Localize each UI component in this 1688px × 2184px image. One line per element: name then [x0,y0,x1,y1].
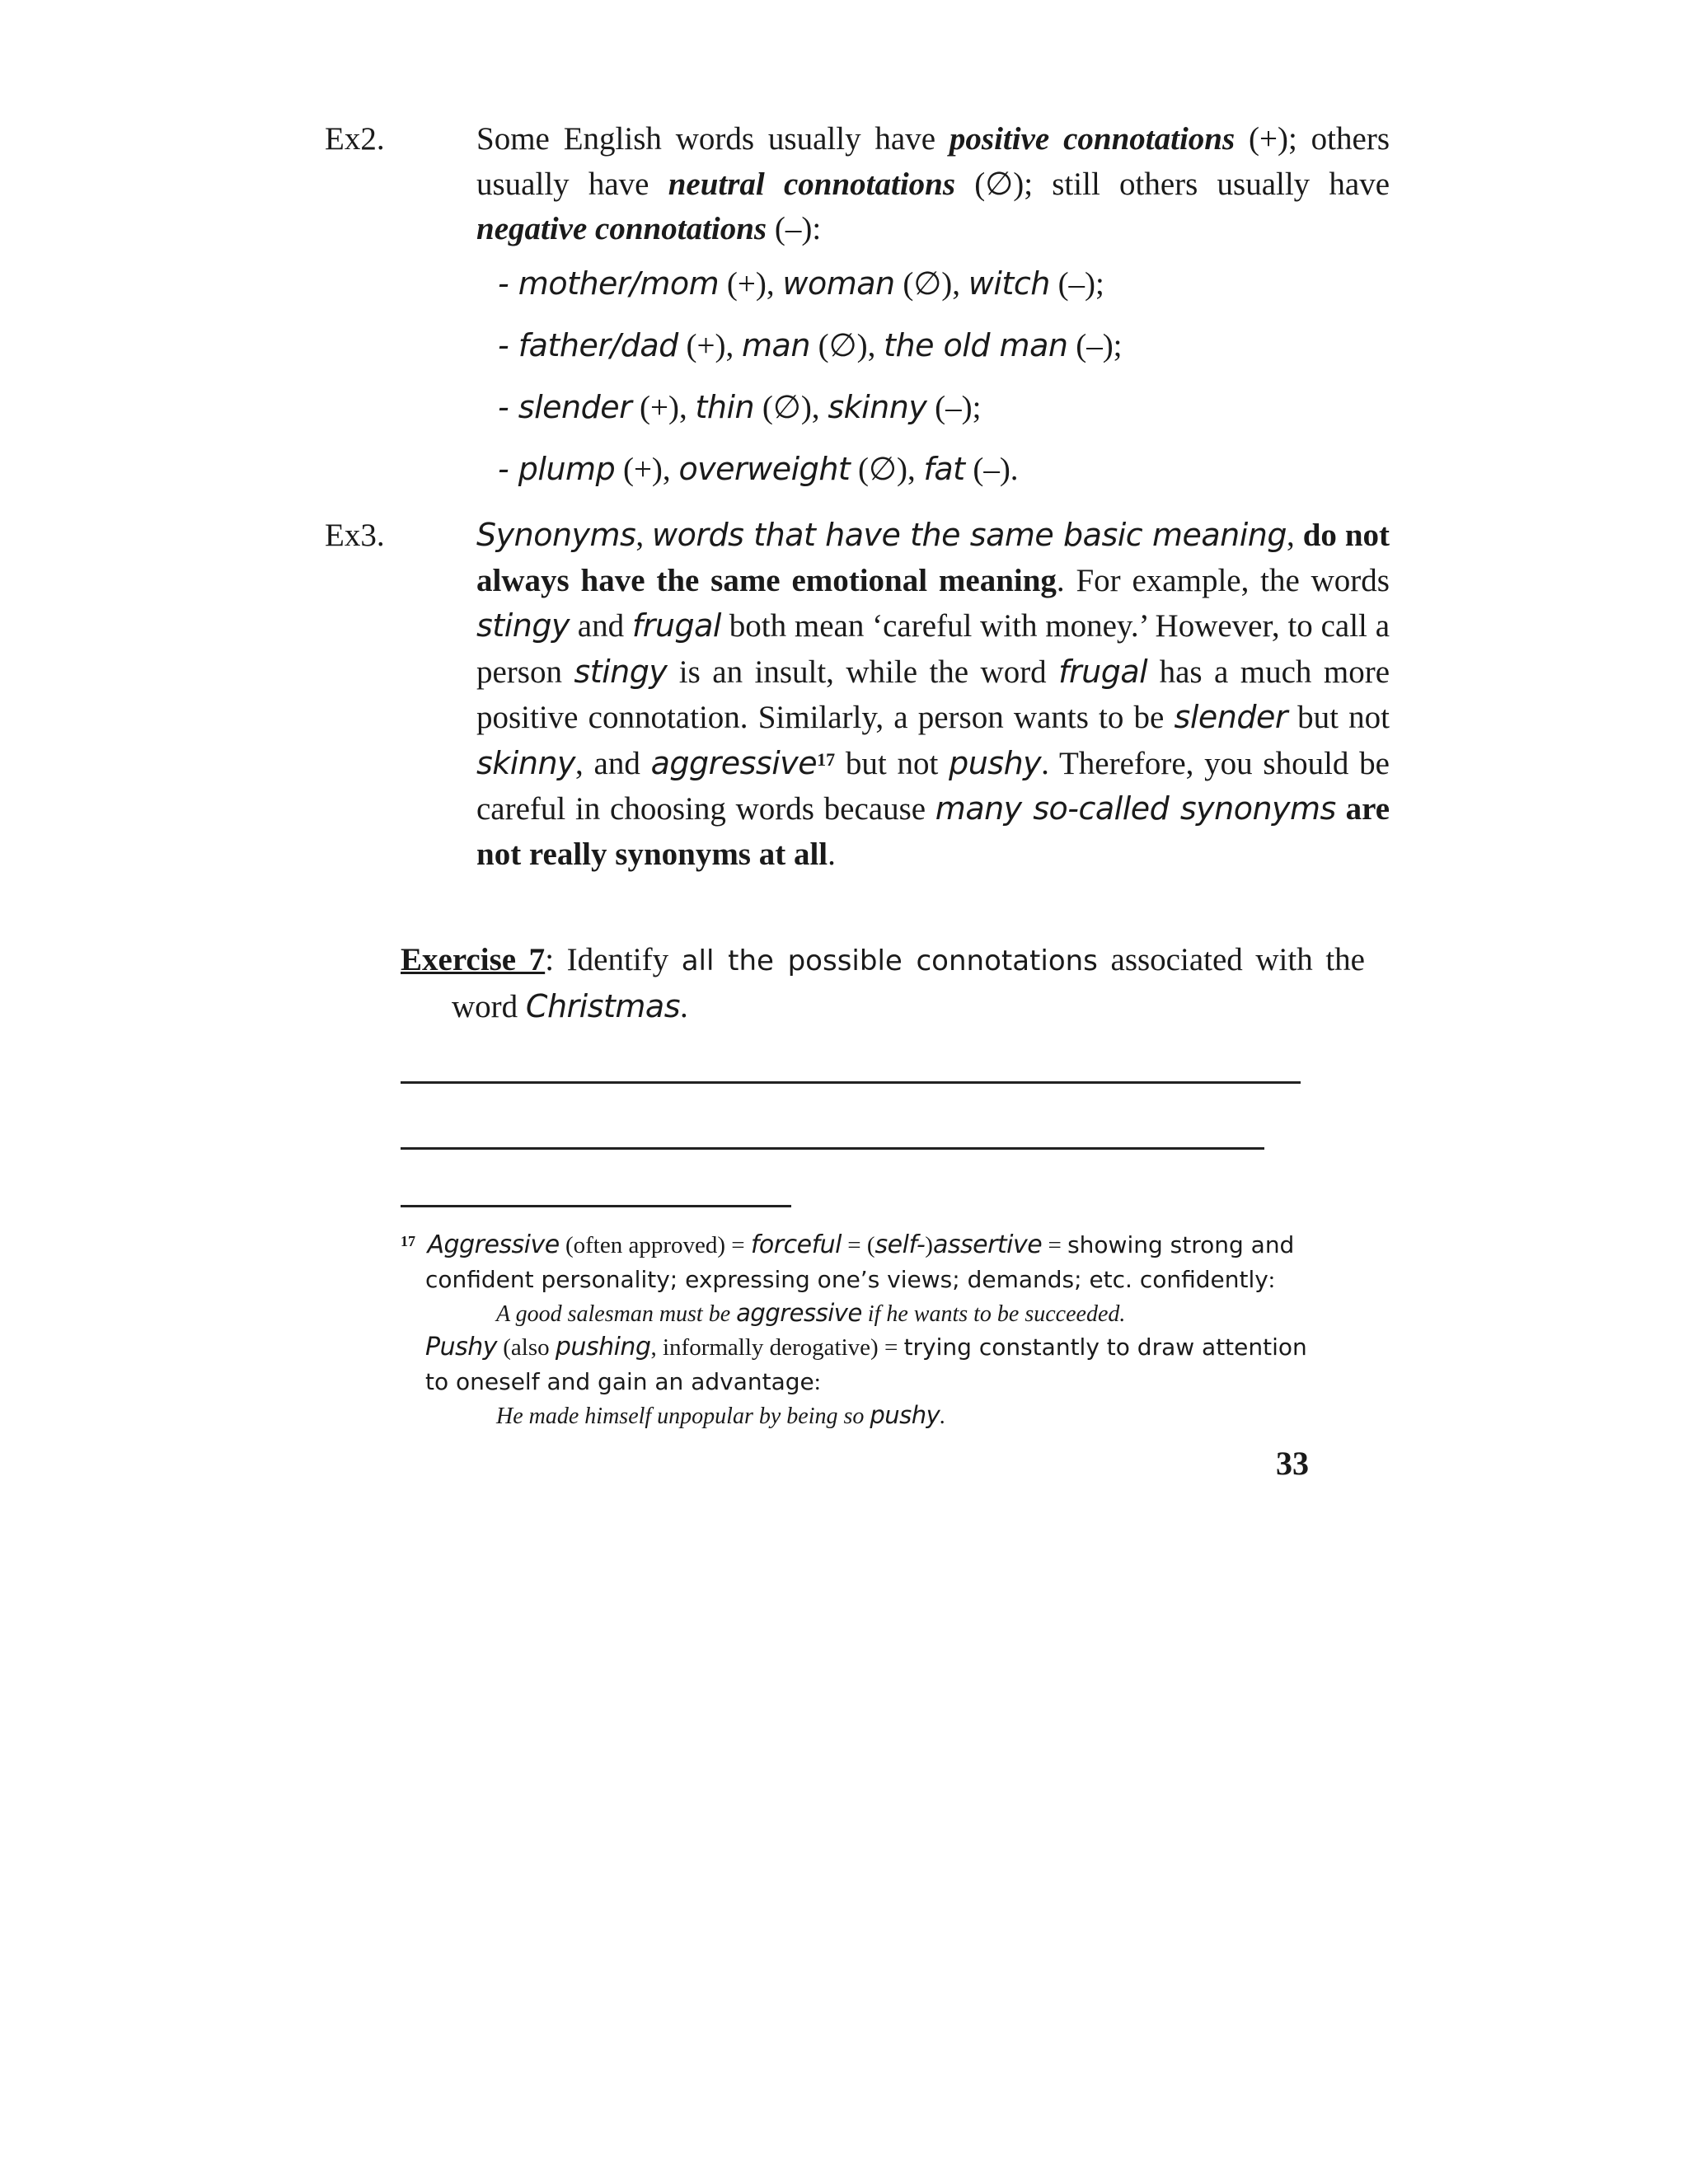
neutral-connotations: neutral connotations [668,166,956,202]
same-basic-meaning: words that have the same basic meaning [652,517,1287,553]
possible-connotations: all the possible connotations [681,944,1098,977]
ex2-paragraph [325,117,1390,252]
page-number: 33 [1276,1445,1309,1482]
not-always-phrase: do not always have the same emotional meaning [476,518,1390,598]
list-item: - slender (+), thin (∅), skinny (–); [498,389,982,425]
exercise-7-label: Exercise 7 [401,942,546,977]
christmas-word: Christmas [525,987,681,1024]
footnote-example-2: He made himself unpopular by being so pushy. [496,1401,946,1429]
definition-aggressive: showing strong and confident personality; expressing one’s views; demands; etc. confidently [425,1231,1295,1293]
list-item: - plump (+), overweight (∅), fat (–). [498,451,1019,487]
footnote-separator [401,1205,791,1207]
footnote-17: $^{17}$ Aggressive (often approved) = forceful = (self-)assertive = showing strong and confident personality; expressing one’s views; demands; etc. confidently: [401,1230,1295,1293]
list-item: - mother/mom (+), woman (∅), witch (–); [498,265,1104,302]
ex2-text-4: (–): [767,211,822,246]
synonyms-term: Synonyms [476,517,636,553]
ex3-label: Ex3. [325,518,385,553]
list-item: - father/dad (+), man (∅), the old man (–); [498,327,1123,363]
ex2-text-1: Some English words usually have [476,121,950,157]
exercise-7-paragraph: Exercise 7: Identify all the possible connotations associated with the word Christmas. [401,942,1365,1024]
footnote-example-1: A good salesman must be aggressive if he wants to be succeeded. [496,1299,1126,1327]
ex2-text-3: (∅); still others usually have [955,166,1390,202]
definition-pushy: trying constantly to draw attention to oneself and gain an advantage [425,1333,1307,1395]
answer-line[interactable] [401,1081,1301,1084]
ex3-paragraph: Ex3. Synonyms, words that have the same basic meaning, do not always have the same emotional meaning. For example, the words stingy and frugal both mean ‘careful with money.’ However, to call a person stingy is an insult, while the word frugal has a much more positive connotation. Similarly, a person wants to be slender but not skinny, and aggressive$^{17}$ but not pushy. Therefore, you should be careful in choosing words because many so-called synonyms are not really synonyms at all. [401,513,1390,877]
ex2-label: Ex2. [325,121,385,157]
footnote-reference[interactable]: 17 [817,748,836,770]
ex2-text-2: (+); others usually have [476,121,1390,202]
negative-connotations: negative connotations [476,211,767,246]
answer-line[interactable] [401,1147,1264,1150]
footnote-pushy: Pushy (also pushing, informally derogative) = trying constantly to draw attention to oneself and gain an advantage: [425,1333,1307,1395]
footnote-number: 17 [401,1233,415,1249]
positive-connotations: positive connotations [949,121,1236,157]
